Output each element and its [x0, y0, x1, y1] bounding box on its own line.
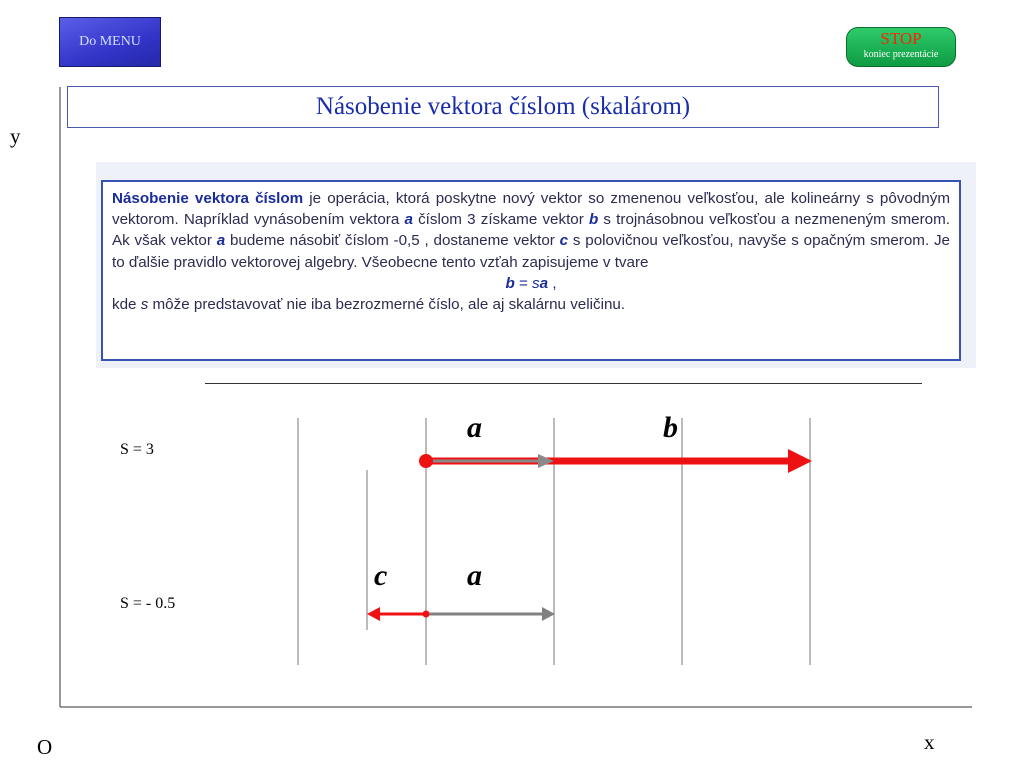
- vector-b-symbol: b: [588, 211, 599, 229]
- definition-text: kde: [112, 296, 141, 314]
- variable-s: s: [140, 296, 149, 314]
- grid-lines: [298, 418, 810, 665]
- definition-text: môže predstavovať nie iba bezrozmerné číslo, ale aj skalárnu veličinu.: [148, 296, 626, 314]
- stop-label: STOP: [880, 29, 922, 48]
- scalar-label-minus-half: S = - 0.5: [120, 595, 176, 612]
- vector-a-label-bottom: a: [467, 559, 482, 592]
- origin-label: O: [37, 735, 53, 759]
- vector-c-symbol: c: [559, 232, 569, 250]
- vector-a-symbol: a: [404, 211, 413, 229]
- formula-s: s: [532, 274, 540, 292]
- vector-c-label: c: [374, 559, 388, 592]
- vector-a-symbol: a: [216, 232, 226, 250]
- vector-a-arrowhead: [542, 607, 555, 621]
- formula-end: ,: [548, 274, 557, 292]
- page-title: Násobenie vektora číslom (skalárom): [67, 86, 939, 128]
- menu-button[interactable]: Do MENU: [59, 17, 161, 67]
- vector-c-arrowhead: [367, 607, 380, 621]
- vector-a-arrowhead: [538, 454, 554, 468]
- formula-a: a: [539, 274, 549, 292]
- x-axis-label: x: [924, 730, 935, 754]
- definition-text: s trojnásobnou veľkosťou a nezmeneným smerom. Ak však vektor: [112, 211, 951, 250]
- definition-text: budeme násobiť číslom -0,5 , dostaneme vektor: [225, 232, 560, 250]
- vector-origin-dot: [423, 611, 430, 618]
- y-axis-label: y: [10, 124, 21, 148]
- definition-text: číslom 3 získame vektor: [412, 211, 589, 229]
- vector-b-label: b: [663, 411, 678, 444]
- formula-equals: =: [514, 274, 533, 292]
- vector-b-arrowhead: [788, 449, 812, 473]
- vector-origin-dot: [419, 454, 433, 468]
- formula-b: b: [505, 274, 515, 292]
- definition-text: je operácia, ktorá poskytne nový vektor so zmenenou veľkosťou, ale kolineárny s pôvodným vektorom. Napríklad vynásobením vektora: [112, 190, 950, 229]
- definition-term: Násobenie vektora číslom: [112, 190, 304, 207]
- scalar-label-3: S = 3: [120, 441, 154, 458]
- vector-a-label: a: [467, 411, 482, 444]
- stop-sublabel: koniec prezentácie: [863, 49, 939, 60]
- definition-text: s polovičnou veľkosťou, navyše s opačným smerom. Je to ďalšie pravidlo vektorovej algebry. Všeobecne tento vzťah zapisujeme v tvare: [112, 232, 950, 271]
